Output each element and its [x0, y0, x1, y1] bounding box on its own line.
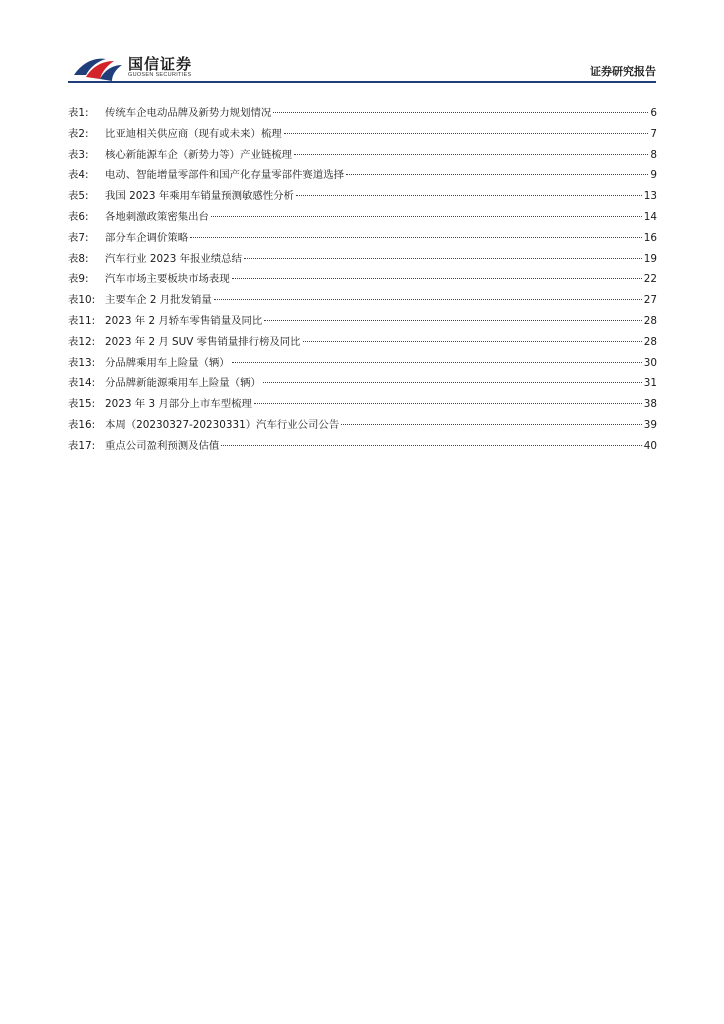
toc-entry-page[interactable]: 14 [643, 210, 657, 223]
toc-entry-number: 表6: [68, 210, 89, 223]
toc-entry[interactable] [68, 353, 657, 374]
toc-entry[interactable] [68, 415, 657, 436]
toc-entry-page[interactable]: 30 [643, 356, 657, 369]
toc-entry-page[interactable]: 38 [643, 398, 657, 411]
toc-entry-page[interactable]: 9 [650, 169, 657, 182]
toc-entry-page[interactable]: 19 [643, 252, 657, 265]
toc-dot-leader [221, 445, 641, 446]
toc-dot-leader [264, 320, 642, 321]
toc-entry-title[interactable]: 我国 2023 年乘用车销量预测敏感性分析 [105, 190, 294, 203]
toc-dot-leader [244, 258, 642, 259]
toc-entry[interactable] [68, 249, 657, 270]
toc-entry-number: 表5: [68, 190, 89, 203]
toc-entry-title[interactable]: 电动、智能增量零部件和国产化存量零部件赛道选择 [105, 169, 344, 182]
toc-entry-number: 表9: [68, 273, 89, 286]
toc-entry[interactable] [68, 103, 657, 124]
guosen-logo-icon [72, 53, 124, 83]
toc-entry-title[interactable]: 部分车企调价策略 [105, 231, 189, 244]
toc-dot-leader [296, 195, 642, 196]
toc-entry-number: 表3: [68, 148, 89, 161]
toc-entry-number: 表12: [68, 335, 96, 348]
toc-entry-title[interactable]: 重点公司盈利预测及估值 [105, 439, 220, 452]
toc-entry[interactable] [68, 124, 657, 145]
toc-entry-number: 表1: [68, 107, 89, 119]
toc-dot-leader [254, 403, 642, 404]
toc-entry-title[interactable]: 汽车行业 2023 年报业绩总结 [105, 252, 242, 265]
toc-dot-leader [232, 362, 642, 363]
toc-entry-number: 表17: [68, 439, 96, 452]
header-divider [68, 81, 656, 83]
toc-dot-leader [346, 174, 648, 175]
brand-name-en: GUOSEN SECURITIES [128, 72, 192, 78]
toc-entry-title[interactable]: 汽车市场主要板块市场表现 [105, 273, 230, 286]
toc-entry[interactable] [68, 228, 657, 249]
toc-entry-page[interactable]: 8 [650, 148, 657, 161]
toc-entry-page[interactable]: 16 [643, 231, 657, 244]
toc-entry[interactable] [68, 311, 657, 332]
table-of-tables [68, 103, 657, 457]
toc-dot-leader [341, 424, 642, 425]
toc-entry-page[interactable]: 27 [643, 294, 657, 307]
toc-dot-leader [190, 237, 642, 238]
toc-entry[interactable] [68, 165, 657, 186]
toc-entry[interactable] [68, 332, 657, 353]
toc-entry[interactable] [68, 207, 657, 228]
toc-entry[interactable] [68, 394, 657, 415]
toc-entry[interactable] [68, 186, 657, 207]
toc-dot-leader [303, 341, 642, 342]
toc-entry-title[interactable]: 分品牌乘用车上险量（辆） [105, 356, 230, 369]
report-type-label: 证券研究报告 [590, 65, 656, 78]
toc-entry-title[interactable]: 2023 年 2 月轿车零售销量及同比 [105, 314, 263, 327]
toc-entry-title[interactable]: 比亚迪相关供应商（现有或未来）梳理 [105, 127, 282, 140]
toc-entry-page[interactable]: 40 [643, 439, 657, 452]
toc-entry-title[interactable]: 分品牌新能源乘用车上险量（辆） [105, 377, 261, 390]
toc-entry-number: 表11: [68, 314, 96, 327]
toc-dot-leader [294, 154, 648, 155]
toc-dot-leader [263, 382, 642, 383]
toc-dot-leader [273, 112, 648, 113]
toc-entry[interactable] [68, 290, 657, 311]
toc-entry[interactable] [68, 269, 657, 290]
toc-entry-page[interactable]: 28 [643, 335, 657, 348]
toc-entry-number: 表16: [68, 418, 96, 431]
toc-entry[interactable] [68, 145, 657, 166]
toc-entry-page[interactable]: 39 [643, 418, 657, 431]
toc-entry-number: 表13: [68, 356, 96, 369]
toc-entry-page[interactable]: 7 [650, 127, 657, 140]
toc-entry-page[interactable]: 31 [643, 377, 657, 390]
toc-entry-title[interactable]: 2023 年 3 月部分上市车型梳理 [105, 398, 252, 411]
toc-entry-title[interactable]: 核心新能源车企（新势力等）产业链梳理 [105, 148, 293, 161]
toc-entry-number: 表8: [68, 252, 89, 265]
toc-dot-leader [211, 216, 642, 217]
toc-entry-title[interactable]: 2023 年 2 月 SUV 零售销量排行榜及同比 [105, 335, 301, 348]
toc-entry[interactable] [68, 436, 657, 457]
toc-dot-leader [284, 133, 649, 134]
toc-entry-title[interactable]: 传统车企电动品牌及新势力规划情况 [105, 107, 272, 119]
toc-entry-number: 表10: [68, 294, 96, 307]
toc-entry-title[interactable]: 本周（20230327-20230331）汽车行业公司公告 [105, 418, 340, 431]
toc-entry-title[interactable]: 各地刺激政策密集出台 [105, 210, 209, 223]
toc-entry-number: 表7: [68, 231, 89, 244]
toc-dot-leader [232, 278, 642, 279]
toc-dot-leader [214, 299, 642, 300]
toc-entry-title[interactable]: 主要车企 2 月批发销量 [105, 294, 212, 307]
toc-entry-page[interactable]: 22 [643, 273, 657, 286]
toc-entry-number: 表15: [68, 398, 96, 411]
toc-entry-page[interactable]: 13 [643, 190, 657, 203]
toc-entry-page[interactable]: 6 [650, 107, 657, 119]
toc-entry-number: 表4: [68, 169, 89, 182]
page-header [0, 0, 724, 90]
toc-entry-number: 表14: [68, 377, 96, 390]
brand-name: 国信证券 [128, 55, 193, 73]
toc-entry[interactable] [68, 373, 657, 394]
toc-entry-number: 表2: [68, 127, 89, 140]
toc-entry-page[interactable]: 28 [643, 314, 657, 327]
